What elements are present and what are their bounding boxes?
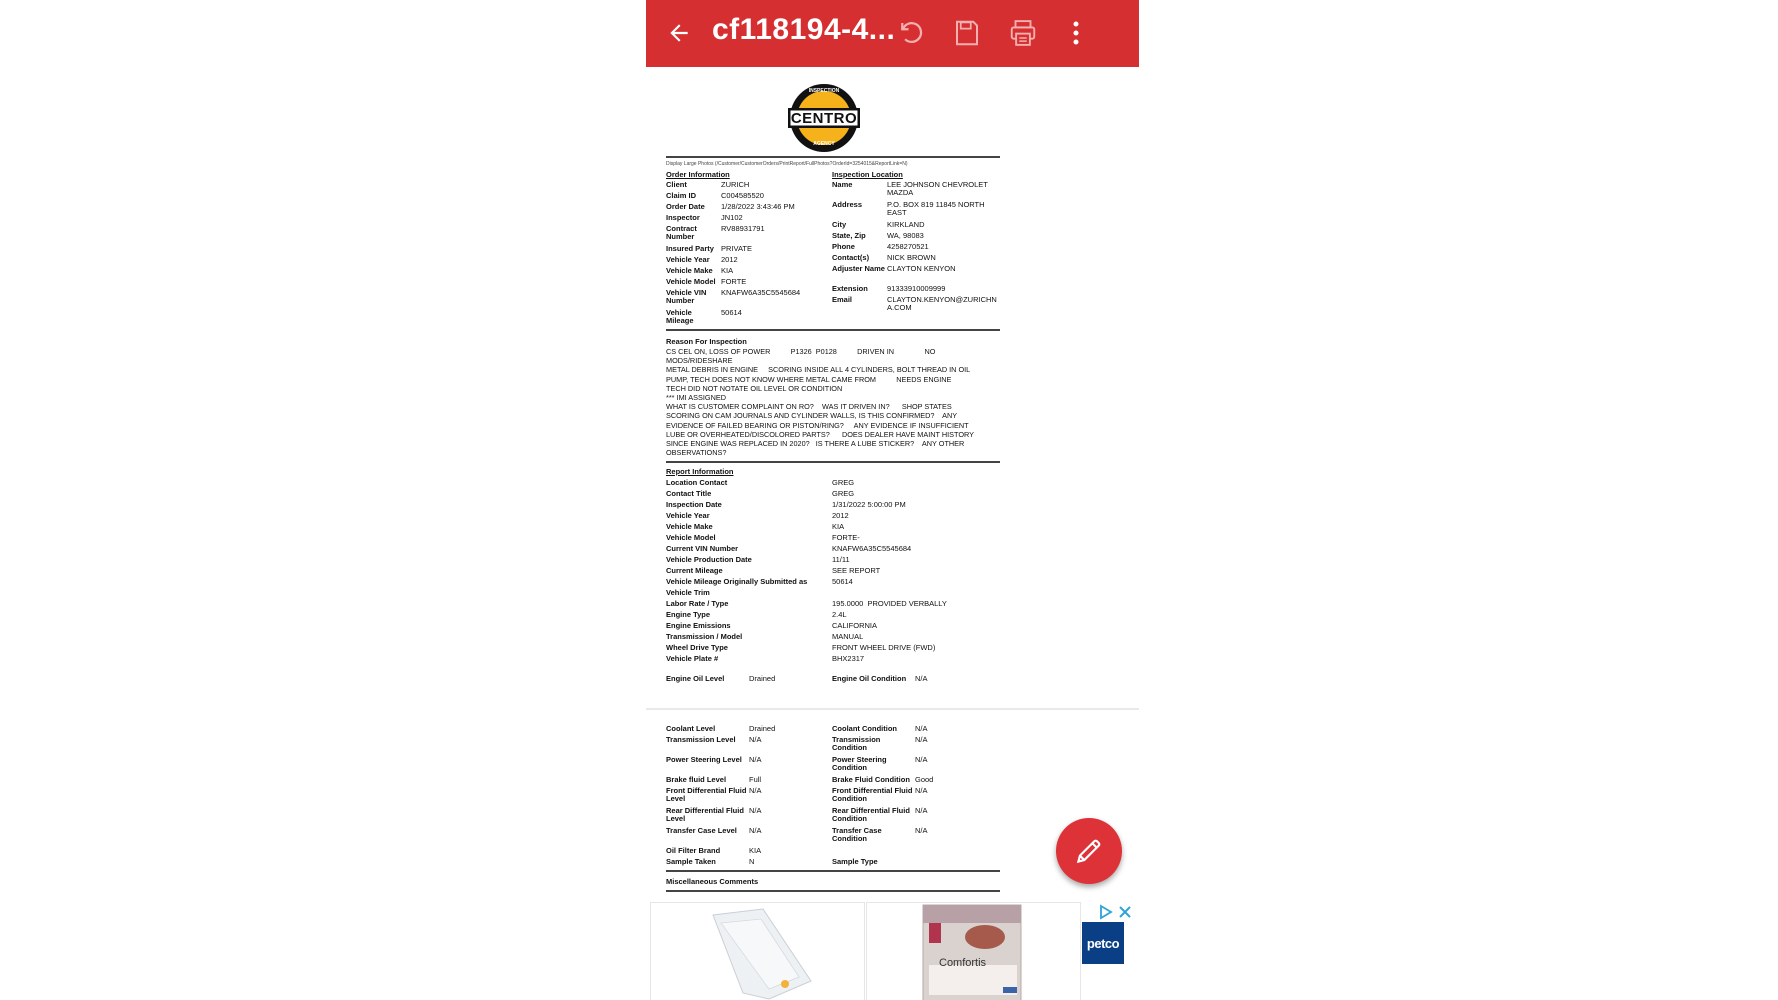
- fluid-row: Oil Filter Brand KIA: [666, 846, 762, 855]
- ad-banner[interactable]: [646, 898, 1139, 1000]
- fluid-row: Brake fluid Level Full: [666, 775, 762, 784]
- report-row: Engine Type 2.4L: [666, 610, 847, 619]
- fluid-row: Transfer Case Condition N/A: [832, 826, 928, 843]
- report-row: Location Contact GREG: [666, 478, 855, 487]
- ad-product-label: Comfortis: [939, 957, 987, 969]
- inspection-location-heading: Inspection Location: [832, 170, 903, 179]
- report-row: Vehicle Make KIA: [666, 522, 845, 531]
- undo-icon: [896, 18, 926, 48]
- location-row: State, Zip WA, 98083: [832, 231, 924, 240]
- engine-oil-condition-row: Engine Oil Condition N/A: [832, 674, 928, 683]
- report-row: Wheel Drive Type FRONT WHEEL DRIVE (FWD): [666, 643, 936, 652]
- arrow-left-icon: [666, 20, 692, 46]
- document-title: cf118194-4...: [712, 13, 896, 46]
- logo-main-text: CENTRO: [790, 110, 858, 127]
- location-row: Phone 4258270521: [832, 242, 929, 251]
- pdf-viewer-screen: [646, 0, 1139, 1000]
- fluid-row: Front Differential Fluid Level N/A: [666, 786, 762, 803]
- report-row: Engine Emissions CALIFORNIA: [666, 621, 878, 630]
- order-row: Inspector JN102: [666, 213, 743, 222]
- fluid-row: Sample Taken N: [666, 857, 755, 866]
- location-row: Extension 91333910009999: [832, 284, 946, 293]
- print-button[interactable]: [1004, 14, 1042, 52]
- location-row: Name LEE JOHNSON CHEVROLET MAZDA: [832, 180, 988, 197]
- order-row: Insured Party PRIVATE: [666, 244, 752, 253]
- page-separator: [646, 708, 1139, 710]
- order-row: Vehicle Year 2012: [666, 255, 738, 264]
- undo-button[interactable]: [892, 14, 930, 52]
- reason-text: CS CEL ON, LOSS OF POWER P1326 P0128 DRIVEN IN NO MODS/RIDESHARE METAL DEBRIS IN ENGINE SCORING INSIDE ALL 4 CYLINDERS, BOLT THREAD IN OIL PUMP, TECH DOES NOT KNOW WHERE METAL CAME FROM NEEDS ENGINE TECH DID NOT NOTATE OIL LEVEL OR CONDITION *** IMI ASSIGNED WHAT IS CUSTOMER COMPLAINT ON RO? WAS IT DRIVEN IN? SHOP STATES SCORING ON CAM JOURNALS AND CYLINDER WALLS, IS THIS CONFIRMED? ANY EVIDENCE OF FAILED BEARING OR PISTON/RING? ANY EVIDENCE IF INSUFFICIENT LUBE OR OVERHEATED/DISCOLORED PARTS? DOES DEALER HAVE MAINT HISTORY SINCE ENGINE WAS REPLACED IN 2020? IS THERE A LUBE STICKER? ANY OTHER OBSERVATIONS?: [666, 347, 975, 458]
- location-row: Adjuster Name CLAYTON KENYON: [832, 264, 956, 273]
- report-row: Transmission / Model MANUAL: [666, 632, 864, 641]
- order-row: Claim ID C004585520: [666, 191, 764, 200]
- edit-fab-button[interactable]: [1056, 818, 1122, 884]
- photos-link[interactable]: Display Large Photos (/Customer/CustomerOrders/PrintReport/FullPhotos?OrderId=3254015&ReportLink=N): [666, 161, 908, 167]
- adchoices-icon: [1098, 904, 1114, 920]
- location-row: Address P.O. BOX 819 11845 NORTH EAST: [832, 200, 985, 217]
- report-row: Inspection Date 1/31/2022 5:00:00 PM: [666, 500, 906, 509]
- fluid-row: Sample Type: [832, 857, 878, 866]
- divider: [666, 890, 1000, 892]
- back-button[interactable]: [660, 14, 698, 52]
- reason-heading: Reason For Inspection: [666, 337, 747, 346]
- report-row: Vehicle Mileage Originally Submitted as 50614: [666, 577, 853, 586]
- fluid-row: Front Differential Fluid Condition N/A: [832, 786, 928, 803]
- ad-close-button[interactable]: [1118, 905, 1132, 919]
- order-info-heading: Order Information: [666, 170, 730, 179]
- adchoices-button[interactable]: [1098, 904, 1114, 920]
- fluid-row: Brake Fluid Condition Good: [832, 775, 934, 784]
- order-row: Contract Number RV88931791: [666, 224, 765, 241]
- centro-logo: [784, 83, 864, 153]
- report-row: Vehicle Year 2012: [666, 511, 849, 520]
- divider: [666, 329, 1000, 331]
- fluid-row: Power Steering Level N/A: [666, 755, 762, 764]
- order-info-section: [666, 181, 1000, 343]
- divider: [666, 870, 1000, 872]
- divider: [666, 461, 1000, 463]
- ad-product-image-comfortis[interactable]: [866, 902, 1081, 1000]
- report-row: Vehicle Model FORTE-: [666, 533, 860, 542]
- order-row: Vehicle Make KIA: [666, 266, 734, 275]
- petco-logo[interactable]: petco: [1082, 922, 1124, 964]
- order-row: Order Date 1/28/2022 3:43:46 PM: [666, 202, 795, 211]
- fluid-row: Rear Differential Fluid Condition N/A: [832, 806, 928, 823]
- report-row: Current VIN Number KNAFW6A35C5545684: [666, 544, 912, 553]
- fluid-row: Coolant Condition N/A: [832, 724, 928, 733]
- location-row: Contact(s) NICK BROWN: [832, 253, 936, 262]
- order-row: Vehicle Mileage 50614: [666, 308, 742, 325]
- fluid-row: Transmission Level N/A: [666, 735, 762, 744]
- fluid-row: Transfer Case Level N/A: [666, 826, 762, 835]
- divider: [666, 156, 1000, 158]
- close-icon: [1118, 905, 1132, 919]
- logo-bottom-text: AGENCY: [813, 141, 835, 147]
- report-row: Vehicle Production Date 11/11: [666, 555, 850, 564]
- fluid-row: Rear Differential Fluid Level N/A: [666, 806, 762, 823]
- print-icon: [1008, 18, 1038, 48]
- fluid-row: Coolant Level Drained: [666, 724, 776, 733]
- order-row: Vehicle VIN Number KNAFW6A35C5545684: [666, 288, 801, 305]
- ad-product-image-iv-bag[interactable]: [650, 902, 865, 1000]
- more-options-button[interactable]: [1064, 14, 1088, 52]
- logo-top-text: INSPECTION: [808, 88, 840, 94]
- misc-comments-heading: Miscellaneous Comments: [666, 877, 759, 886]
- report-row: Labor Rate / Type 195.0000 PROVIDED VERBALLY: [666, 599, 947, 608]
- report-row: Vehicle Trim: [666, 588, 710, 597]
- report-row: Current Mileage SEE REPORT: [666, 566, 881, 575]
- location-row: City KIRKLAND: [832, 220, 925, 229]
- report-row: Contact Title GREG: [666, 489, 855, 498]
- order-row: Vehicle Model FORTE: [666, 277, 747, 286]
- order-row: Client ZURICH: [666, 180, 750, 189]
- report-info-heading: Report Information: [666, 467, 734, 476]
- more-vert-icon: [1072, 20, 1080, 46]
- pencil-icon: [1073, 835, 1105, 867]
- report-row: Vehicle Plate # BHX2317: [666, 654, 865, 663]
- app-bar: [646, 0, 1139, 67]
- fluid-row: Power Steering Condition N/A: [832, 755, 928, 772]
- fluid-row: Transmission Condition N/A: [832, 735, 928, 752]
- engine-oil-level-row: Engine Oil Level Drained: [666, 674, 776, 683]
- save-button[interactable]: [948, 14, 986, 52]
- save-icon: [952, 18, 982, 48]
- location-row: Email CLAYTON.KENYON@ZURICHNA.COM: [832, 295, 997, 312]
